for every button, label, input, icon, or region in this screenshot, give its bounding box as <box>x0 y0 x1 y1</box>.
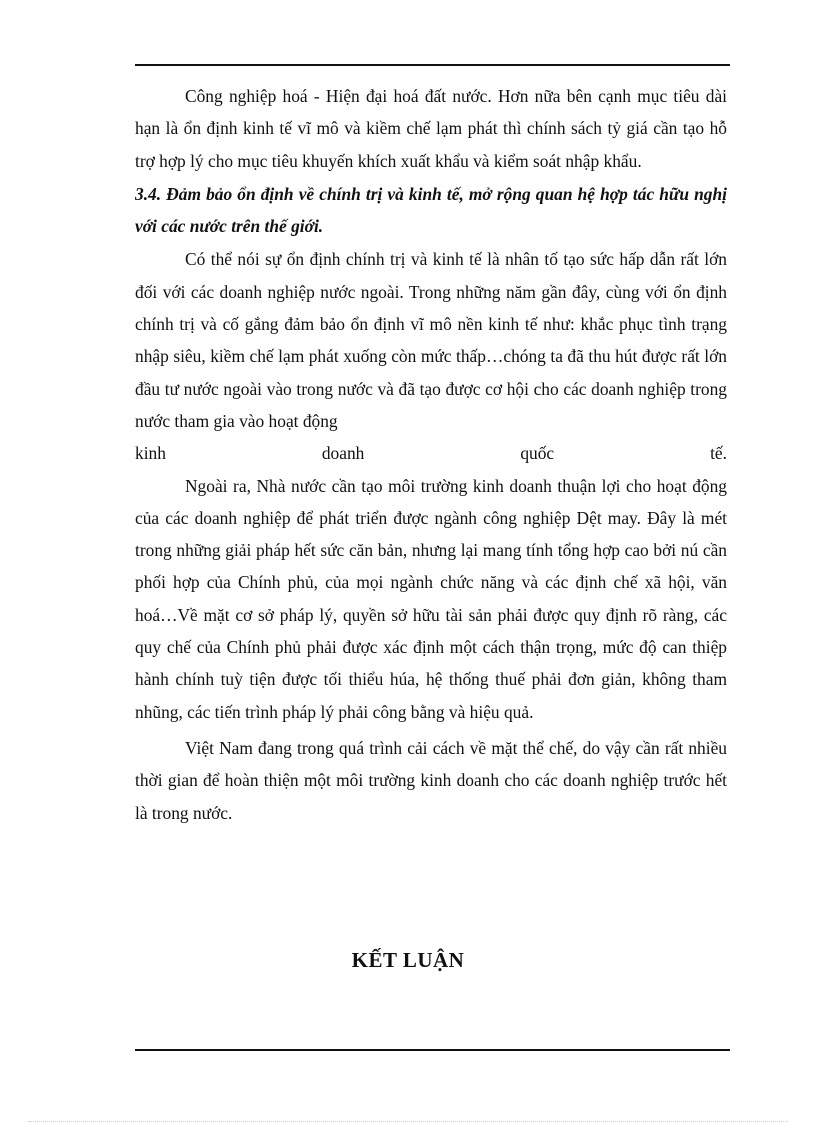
paragraph-1: Công nghiệp hoá - Hiện đại hoá đất nước. Hơn nữa bên cạnh mục tiêu dài hạn là ổn định kinh tế vĩ mô và kiềm chế lạm phát thì chính sách tỷ giá cần tạo hỗ trợ hợp lý cho mục tiêu khuyến khích xuất khẩu và kiểm soát nhập khẩu. <box>135 86 727 171</box>
page-body <box>135 80 727 829</box>
paragraph-2-last-line <box>135 437 727 469</box>
tail-word: doanh <box>321 443 365 464</box>
section-heading-3-4: 3.4. Đảm bảo ổn định về chính trị và kinh tế, mở rộng quan hệ hợp tác hữu nghị với các nước trên thế giới. <box>135 183 727 237</box>
header-rule <box>135 64 730 66</box>
tail-word: quốc <box>520 443 555 464</box>
tail-word: tế. <box>710 443 727 464</box>
paragraph-3: Ngoài ra, Nhà nước cần tạo môi trường kinh doanh thuận lợi cho hoạt động của các doanh nghiệp để phát triển được ngành công nghiệp Dệt may. Đây là mét trong những giải pháp hết sức căn bản, nhưng lại mang tính tổng hợp cao bởi nú cần phối hợp của Chính phủ, của mọi ngành chức năng và các định chế xã hội, văn hoá…Về mặt cơ sở pháp lý, quyền sở hữu tài sản phải được quy định rõ ràng, các quy chế của Chính phủ phải được xác định một cách thận trọng, mức độ can thiệp hành chính tuỳ tiện được tối thiểu húa, hệ thống thuế phải đơn giản, không tham nhũng, các tiến trình pháp lý phải công bằng và hiệu quả. <box>135 475 727 722</box>
paragraph-2 <box>135 243 727 437</box>
conclusion-title: KẾT LUẬN <box>351 948 465 972</box>
tail-word: kinh <box>135 443 166 464</box>
paragraph-2-text: Có thể nói sự ổn định chính trị và kinh tế là nhân tố tạo sức hấp dẫn rất lớn đối với các doanh nghiệp nước ngoài. Trong những năm gần đây, cùng với ổn định chính trị và cố gắng đảm bảo ổn định vĩ mô nền kinh tế như: khắc phục tình trạng nhập siêu, kiềm chế lạm phát xuống còn mức thấp…chóng ta đã thu hút được rất lớn đầu tư nước ngoài vào trong nước và đã tạo được cơ hội cho các doanh nghiệp trong nước tham gia vào hoạt động <box>135 249 727 431</box>
page-edge-dotted-line <box>28 1121 788 1122</box>
footer-rule <box>135 1049 730 1051</box>
paragraph-4: Việt Nam đang trong quá trình cải cách về mặt thể chế, do vậy cần rất nhiều thời gian để hoàn thiện một môi trường kinh doanh cho các doanh nghiệp trước hết là trong nước. <box>135 737 727 823</box>
